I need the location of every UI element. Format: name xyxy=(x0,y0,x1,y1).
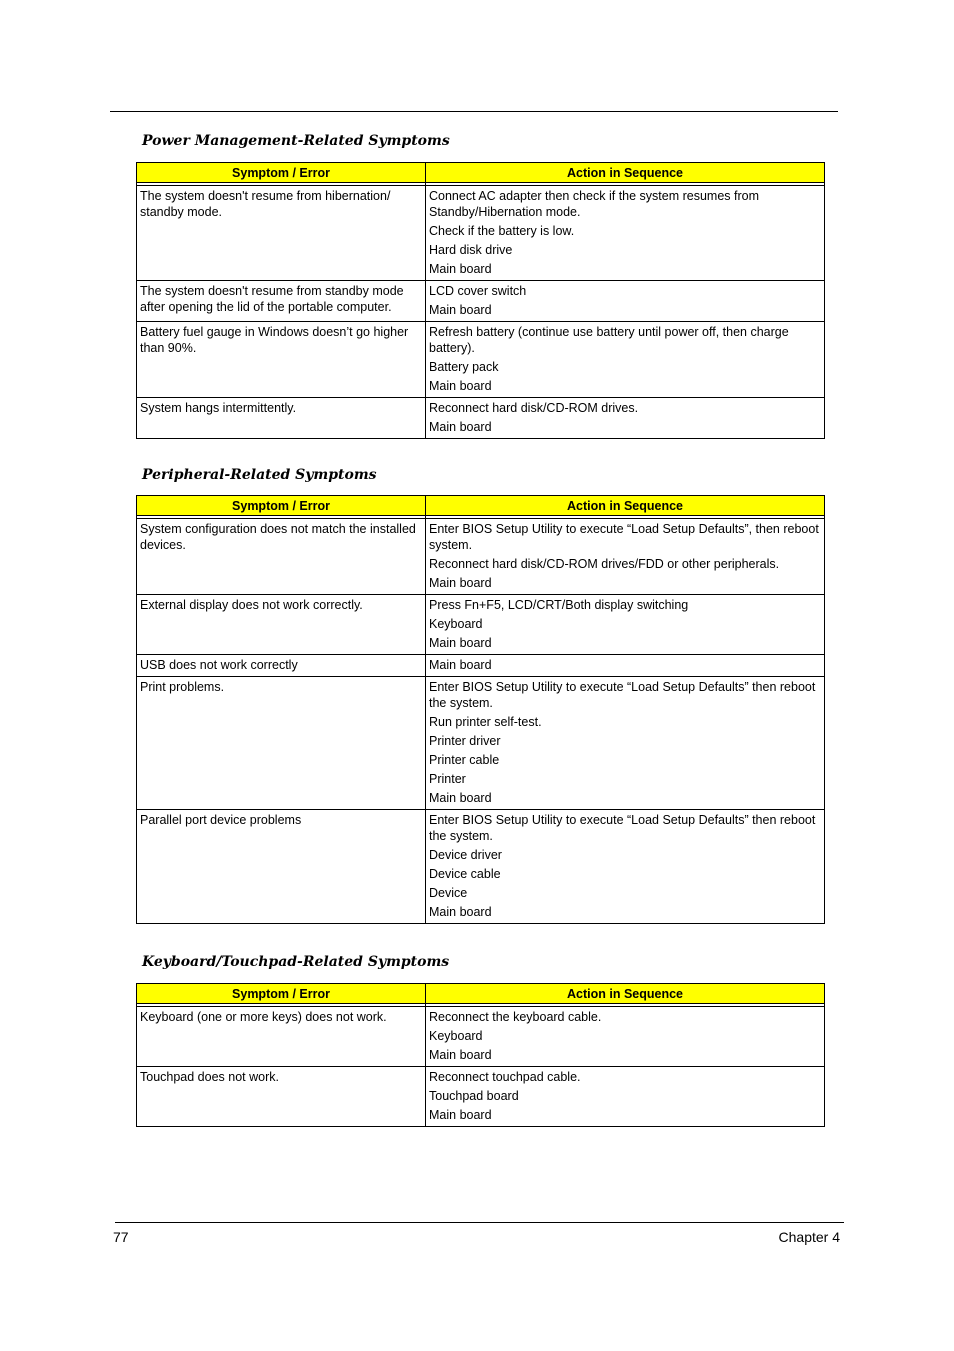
action-step: Touchpad board xyxy=(429,1089,519,1103)
peripheral-table xyxy=(136,495,825,924)
action-step: Check if the battery is low. xyxy=(429,224,575,238)
symptom-cell: Touchpad does not work. xyxy=(137,1067,426,1127)
action-cell xyxy=(426,281,825,322)
symptom-cell: Parallel port device problems xyxy=(137,810,426,924)
action-step: Enter BIOS Setup Utility to execute “Load Setup Defaults”, then reboot system. xyxy=(429,522,819,552)
symptom-cell: External display does not work correctly. xyxy=(137,595,426,655)
column-header-symptom: Symptom / Error xyxy=(137,163,426,183)
action-cell xyxy=(426,186,825,281)
action-cell xyxy=(426,655,825,677)
keyboard-touchpad-table xyxy=(136,983,825,1127)
action-step: Printer driver xyxy=(429,734,501,748)
section-title-peripheral: Peripheral-Related Symptoms xyxy=(142,467,377,483)
table-row xyxy=(137,595,825,655)
action-step: Connect AC adapter then check if the system resumes from Standby/Hibernation mode. xyxy=(429,189,760,219)
action-step: Main board xyxy=(429,1108,492,1122)
action-step: Hard disk drive xyxy=(429,243,513,257)
symptom-cell: USB does not work correctly xyxy=(137,655,426,677)
action-step: Main board xyxy=(429,791,492,805)
symptom-cell: Battery fuel gauge in Windows doesn’t go higher than 90%. xyxy=(137,322,426,398)
section-title-keyboard-touchpad: Keyboard/Touchpad-Related Symptoms xyxy=(142,954,450,970)
symptom-cell: Print problems. xyxy=(137,677,426,810)
symptom-cell: System hangs intermittently. xyxy=(137,398,426,439)
action-step: Printer xyxy=(429,772,466,786)
table-row xyxy=(137,281,825,322)
table-row xyxy=(137,322,825,398)
symptom-cell: Keyboard (one or more keys) does not work. xyxy=(137,1007,426,1067)
chapter-label: Chapter 4 xyxy=(778,1229,840,1245)
action-cell xyxy=(426,677,825,810)
power-management-table xyxy=(136,162,825,439)
action-step: Device xyxy=(429,886,468,900)
action-step: Press Fn+F5, LCD/CRT/Both display switching xyxy=(429,598,689,612)
action-step: Enter BIOS Setup Utility to execute “Load Setup Defaults” then reboot the system. xyxy=(429,680,816,710)
action-step: Enter BIOS Setup Utility to execute “Load Setup Defaults” then reboot the system. xyxy=(429,813,816,843)
action-step: Device driver xyxy=(429,848,502,862)
action-step: Device cable xyxy=(429,867,501,881)
action-step: LCD cover switch xyxy=(429,284,527,298)
action-step: Battery pack xyxy=(429,360,499,374)
table-row xyxy=(137,398,825,439)
action-step: Keyboard xyxy=(429,1029,483,1043)
table-row xyxy=(137,1007,825,1067)
symptom-cell: System configuration does not match the installed devices. xyxy=(137,519,426,595)
column-header-symptom: Symptom / Error xyxy=(137,984,426,1004)
table-row xyxy=(137,519,825,595)
action-step: Main board xyxy=(429,379,492,393)
action-step: Main board xyxy=(429,658,492,672)
action-step: Keyboard xyxy=(429,617,483,631)
action-step: Main board xyxy=(429,262,492,276)
symptom-cell: The system doesn't resume from hibernation/ standby mode. xyxy=(137,186,426,281)
action-step: Reconnect hard disk/CD-ROM drives/FDD or other peripherals. xyxy=(429,557,780,571)
action-step: Run printer self-test. xyxy=(429,715,542,729)
table-row xyxy=(137,677,825,810)
action-step: Main board xyxy=(429,1048,492,1062)
action-step: Main board xyxy=(429,303,492,317)
action-cell xyxy=(426,398,825,439)
action-cell xyxy=(426,322,825,398)
section-title-power-management: Power Management-Related Symptoms xyxy=(142,133,450,149)
action-cell xyxy=(426,595,825,655)
action-cell xyxy=(426,810,825,924)
action-step: Reconnect hard disk/CD-ROM drives. xyxy=(429,401,639,415)
column-header-action: Action in Sequence xyxy=(426,496,825,516)
footer-rule xyxy=(115,1222,844,1223)
action-step: Main board xyxy=(429,905,492,919)
action-cell xyxy=(426,519,825,595)
action-step: Reconnect the keyboard cable. xyxy=(429,1010,602,1024)
action-step: Main board xyxy=(429,576,492,590)
column-header-action: Action in Sequence xyxy=(426,984,825,1004)
table-row xyxy=(137,1067,825,1127)
action-step: Main board xyxy=(429,420,492,434)
table-row xyxy=(137,810,825,924)
page-number: 77 xyxy=(113,1229,129,1245)
action-step: Reconnect touchpad cable. xyxy=(429,1070,581,1084)
action-step: Main board xyxy=(429,636,492,650)
action-cell xyxy=(426,1007,825,1067)
action-step: Printer cable xyxy=(429,753,500,767)
column-header-action: Action in Sequence xyxy=(426,163,825,183)
action-step: Refresh battery (continue use battery until power off, then charge battery). xyxy=(429,325,789,355)
symptom-cell: The system doesn't resume from standby mode after opening the lid of the portable computer. xyxy=(137,281,426,322)
table-row xyxy=(137,655,825,677)
action-cell xyxy=(426,1067,825,1127)
header-rule xyxy=(110,111,838,112)
column-header-symptom: Symptom / Error xyxy=(137,496,426,516)
table-row xyxy=(137,186,825,281)
